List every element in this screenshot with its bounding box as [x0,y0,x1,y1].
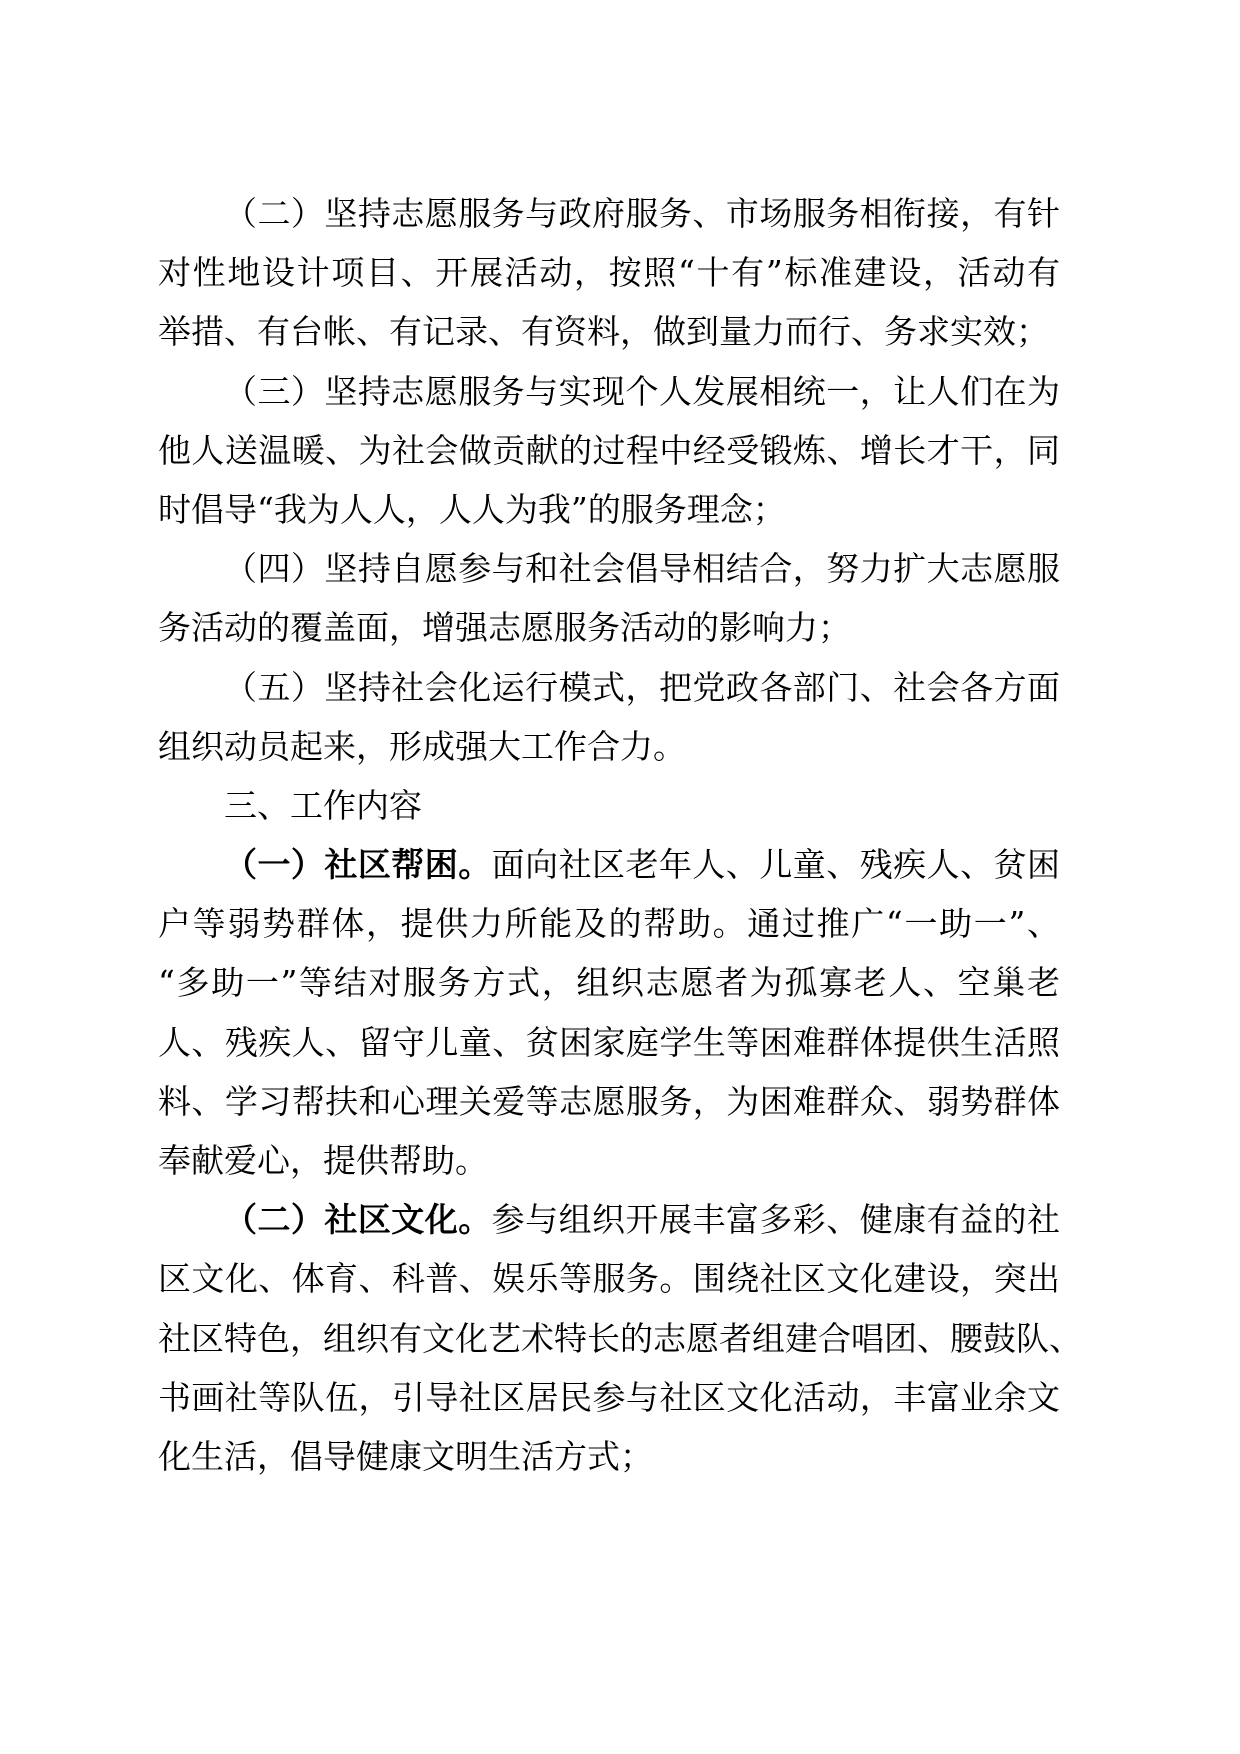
work-item-title: （一）社区帮困。 [224,845,492,885]
principle-paragraph [158,539,1060,657]
line-text: 务活动的覆盖面，增强志愿服务活动的影响力； [158,608,851,648]
text-line [158,243,1060,302]
document-body [158,184,1082,1486]
line-text: 人、残疾人、留守儿童、贫困家庭学生等困难群体提供生活照 [158,1022,1061,1062]
text-line [158,1427,1060,1486]
text-line [158,1249,1060,1308]
text-line [158,598,1060,657]
text-line [158,480,1060,539]
line-text: 时倡导“我为人人，人人为我”的服务理念； [158,489,786,529]
line-text: 面向社区老年人、儿童、残疾人、贫困 [491,845,1061,885]
line-text: （五）坚持社会化运行模式，把党政各部门、社会各方面 [224,667,1061,707]
line-text: 组织动员起来，形成强大工作合力。 [158,726,686,766]
line-text: 举措、有台帐、有记录、有资料，做到量力而行、务求实效； [158,312,1049,352]
line-text [224,835,1060,894]
line-text: 他人送温暖、为社会做贡献的过程中经受锻炼、增长才干，同 [158,430,1061,470]
line-text: （二）坚持志愿服务与政府服务、市场服务相衔接，有针 [224,194,1061,233]
text-line [158,302,1060,361]
work-item-paragraph [158,1190,1082,1486]
text-line [158,658,1060,717]
work-item-title: （二）社区文化。 [224,1200,492,1240]
line-text: 化生活，倡导健康文明生活方式； [158,1436,653,1476]
text-line [158,1013,1060,1072]
text-line [158,1190,1060,1249]
line-text: 料、学习帮扶和心理关爱等志愿服务，为困难群众、弱势群体 [158,1081,1061,1121]
line-text: 参与组织开展丰富多彩、健康有益的社 [491,1200,1061,1240]
text-line [158,539,1060,598]
line-text: 区文化、体育、科普、娱乐等服务。围绕社区文化建设，突出 [158,1259,1061,1299]
text-line [158,184,1060,243]
line-text: 社区特色，组织有文化艺术特长的志愿者组建合唱团、腰鼓队、 [158,1318,1082,1358]
line-text: 书画社等队伍，引导社区居民参与社区文化活动，丰富业余文 [158,1377,1061,1417]
principle-paragraph [158,184,1060,362]
text-line [158,1368,1060,1427]
line-text [224,1190,1060,1249]
section-heading [158,776,1060,835]
text-line [158,835,1060,894]
text-line [158,362,1060,421]
text-line [158,953,1060,1012]
section-heading-text: 三、工作内容 [224,785,422,825]
text-line [158,1309,1082,1368]
line-text: （四）坚持自愿参与和社会倡导相结合，努力扩大志愿服 [224,549,1061,589]
line-text: 对性地设计项目、开展活动，按照“十有”标准建设，活动有 [158,253,1062,293]
text-line [158,894,1060,953]
line-text: （三）坚持志愿服务与实现个人发展相统一，让人们在为 [224,371,1061,411]
principle-paragraph [158,658,1060,776]
line-text: 户等弱势群体，提供力所能及的帮助。通过推广“一助一”、 [158,904,1062,944]
text-line [158,717,1060,776]
line-text: “多助一”等结对服务方式，组织志愿者为孤寡老人、空巢老 [158,963,1062,1003]
text-line [158,1131,1060,1190]
work-item-paragraph [158,835,1060,1190]
text-line [158,421,1060,480]
principle-paragraph [158,362,1060,540]
line-text: 奉献爱心，提供帮助。 [158,1141,488,1180]
text-line [158,1072,1060,1131]
